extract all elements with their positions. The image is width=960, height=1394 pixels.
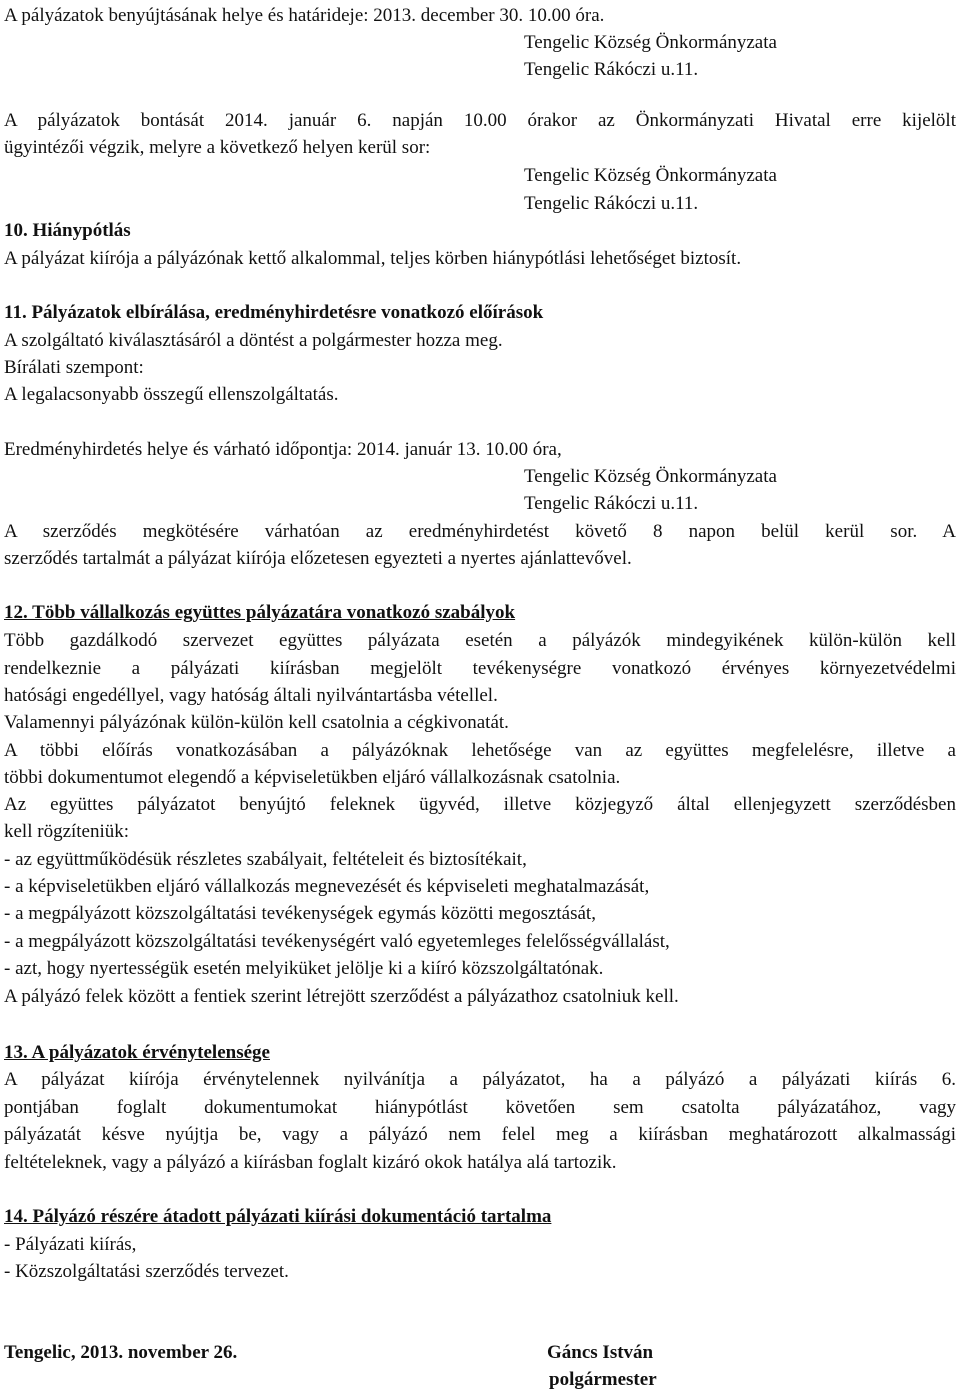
section-11-heading: 11. Pályázatok elbírálása, eredményhirdetésre vonatkozó előírások	[4, 302, 544, 323]
section-13-heading	[4, 1039, 270, 1066]
section-12-list-item: - azt, hogy nyertességük esetén melyiküket jelölje ki a kiíró közszolgáltatónak.	[4, 958, 604, 979]
section-12-list-item: - a megpályázott közszolgáltatási tevékenységek egymás közötti megosztását,	[4, 903, 596, 924]
section-13-line: pontjában foglalt dokumentumokat hiánypótlást követően sem csatolta pályázatához, vagy	[4, 1097, 956, 1118]
section-12-list-item: - a képviseletükben eljáró vállalkozás megnevezését és képviseleti meghatalmazását,	[4, 876, 650, 897]
opening-address-street: Tengelic Rákóczi u.11.	[524, 193, 699, 214]
section-11-address-street: Tengelic Rákóczi u.11.	[524, 493, 699, 514]
section-10-text: A pályázat kiírója a pályázónak kettő alkalommal, teljes körben hiánypótlási lehetőséget biztosít.	[4, 248, 742, 269]
section-11-line-1: A szolgáltató kiválasztásáról a döntést a polgármester hozza meg.	[4, 330, 503, 351]
section-11-address-name: Tengelic Község Önkormányzata	[524, 466, 777, 487]
opening-address-name: Tengelic Község Önkormányzata	[524, 165, 777, 186]
signature-name: Gáncs István	[547, 1342, 654, 1363]
section-14-heading-text: 14. Pályázó részére átadott pályázati kiírási dokumentáció tartalma	[4, 1206, 552, 1227]
deadline-line: A pályázatok benyújtásának helye és határideje: 2013. december 30. 10.00 óra.	[4, 5, 605, 26]
section-12-line: rendelkeznie a pályázati kiírásban megjelölt tevékenységre vonatkozó érvényes környezetvédelmi	[4, 658, 956, 679]
section-12-line: Több gazdálkodó szervezet együttes pályázata esetén a pályázók mindegyikének külön-külön kell	[4, 630, 956, 651]
section-11-line-2: Bírálati szempont:	[4, 357, 144, 378]
section-12-line: Valamennyi pályázónak külön-külön kell csatolnia a cégkivonatát.	[4, 712, 509, 733]
section-11-paragraph-line-1: A szerződés megkötésére várhatóan az eredményhirdetést követő 8 napon belül kerül sor. A	[4, 521, 956, 542]
section-12-line: többi dokumentumot elegendő a képviseletükben eljáró vállalkozásnak csatolnia.	[4, 767, 621, 788]
deadline-address-street: Tengelic Rákóczi u.11.	[524, 59, 699, 80]
section-14-list-item: - Közszolgáltatási szerződés tervezet.	[4, 1261, 289, 1282]
opening-line-1: A pályázatok bontását 2014. január 6. napján 10.00 órakor az Önkormányzati Hivatal erre kijelölt	[4, 110, 956, 131]
section-13-heading-text: 13. A pályázatok érvénytelensége	[4, 1042, 270, 1063]
section-12-line: kell rögzíteniük:	[4, 821, 130, 842]
section-13-line: pályázatát késve nyújtja be, vagy a pályázó nem felel meg a kiírásban meghatározott alkalmassági	[4, 1124, 956, 1145]
deadline-address-name: Tengelic Község Önkormányzata	[524, 32, 777, 53]
section-14-heading	[4, 1203, 551, 1230]
section-12-line: A pályázó felek között a fentiek szerint létrejött szerződést a pályázathoz csatolniuk kell.	[4, 986, 679, 1007]
section-12-list-item: - az együttműködésük részletes szabályait, feltételeit és biztosítékait,	[4, 849, 527, 870]
section-12-list-item: - a megpályázott közszolgáltatási tevékenységért való egyetemleges felelősségvállalást,	[4, 931, 670, 952]
opening-line-2: ügyintézői végzik, melyre a következő helyen kerül sor:	[4, 137, 431, 158]
section-11-line-3: A legalacsonyabb összegű ellenszolgáltatás.	[4, 384, 339, 405]
signature-title: polgármester	[549, 1369, 657, 1390]
section-12-line: Az együttes pályázatot benyújtó feleknek ügyvéd, illetve közjegyző által ellenjegyzett szerződésben	[4, 794, 956, 815]
section-14-list-item: - Pályázati kiírás,	[4, 1234, 137, 1255]
signature-place-date: Tengelic, 2013. november 26.	[4, 1342, 238, 1363]
section-12-heading	[4, 599, 515, 626]
section-12-line: hatósági engedéllyel, vagy hatóság általi nyilvántartásba vétellel.	[4, 685, 498, 706]
section-13-line: feltételeknek, vagy a pályázó a kiírásban foglalt kizáró okok hatálya alá tartozik.	[4, 1152, 617, 1173]
section-11-line-4: Eredményhirdetés helye és várható időpontja: 2014. január 13. 10.00 óra,	[4, 439, 562, 460]
section-11-paragraph-line-2: szerződés tartalmát a pályázat kiírója előzetesen egyezteti a nyertes ajánlattevővel.	[4, 548, 632, 569]
section-12-line: A többi előírás vonatkozásában a pályázóknak lehetősége van az együttes megfelelésre, illetve a	[4, 740, 956, 761]
section-13-line: A pályázat kiírója érvénytelennek nyilvánítja a pályázatot, ha a pályázó a pályázati kiírás 6.	[4, 1069, 956, 1090]
section-10-heading: 10. Hiánypótlás	[4, 220, 131, 241]
section-12-heading-text: 12. Több vállalkozás együttes pályázatára vonatkozó szabályok	[4, 602, 516, 623]
